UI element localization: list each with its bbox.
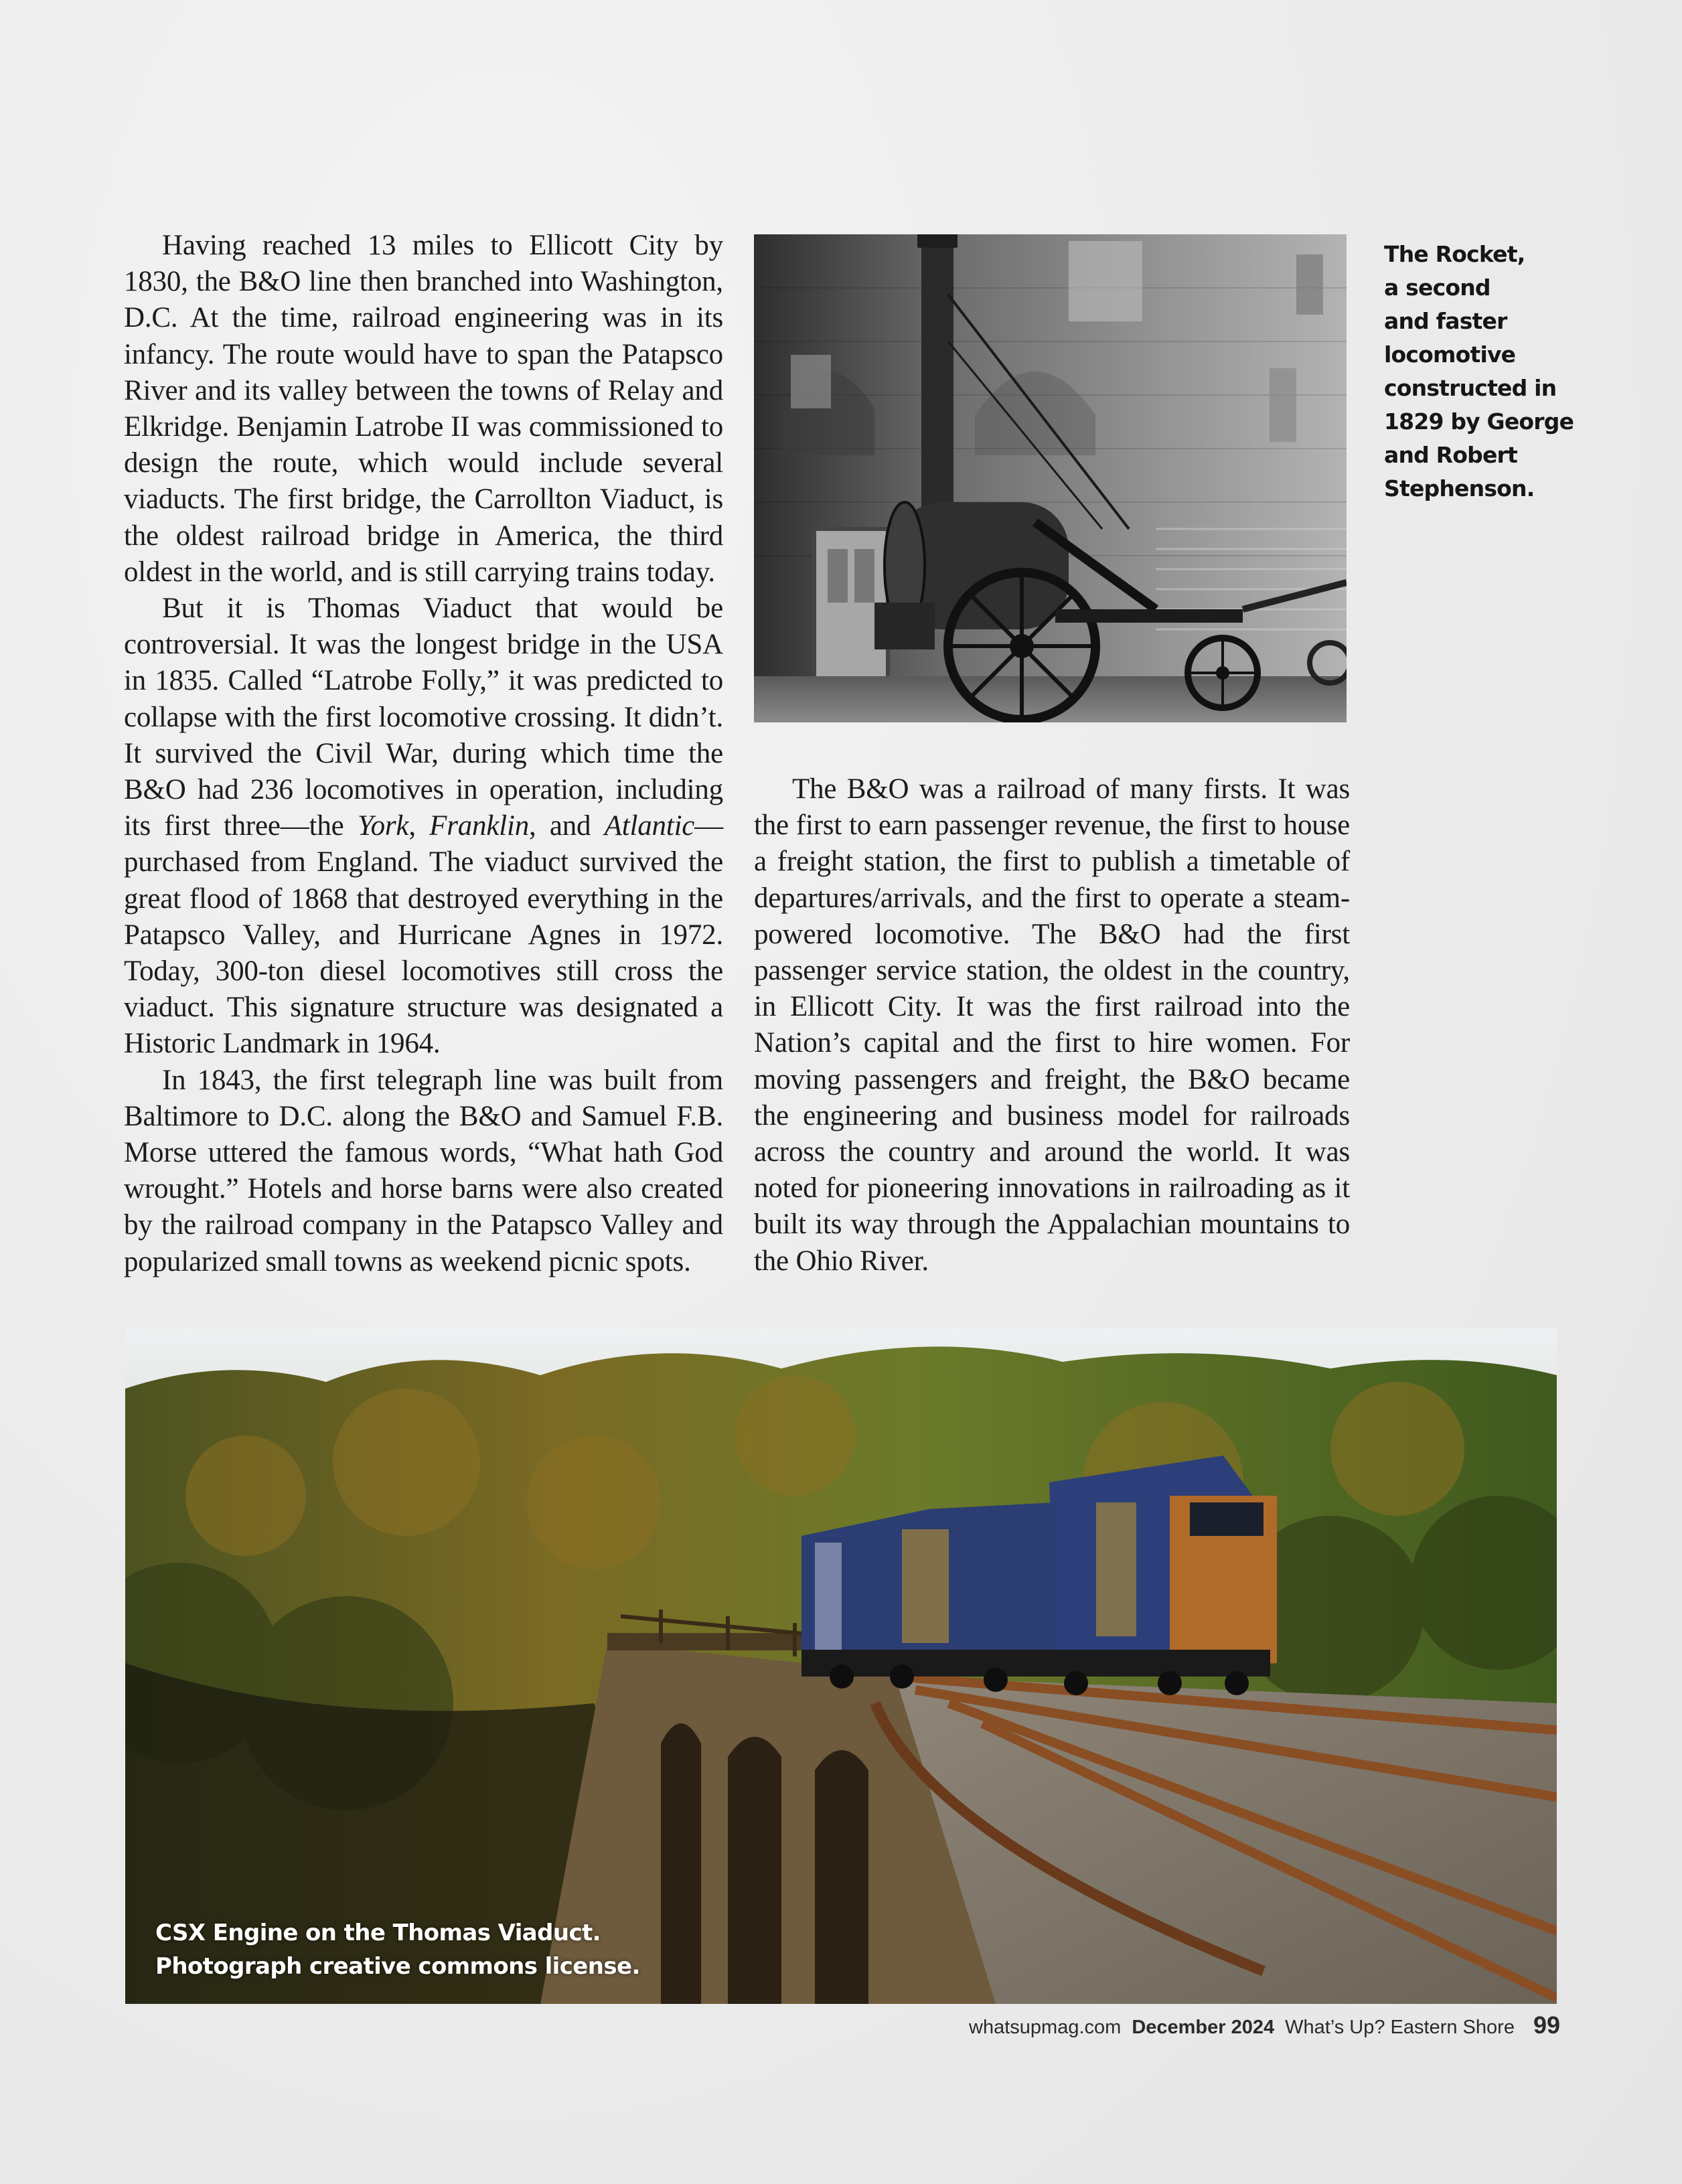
caption-line-2: Photograph creative commons license. xyxy=(155,1953,640,1980)
franklin-italic: Franklin xyxy=(429,810,530,842)
thomas-viaduct-photo xyxy=(125,1328,1557,2004)
rocket-photo-caption xyxy=(1384,238,1598,505)
page-number: 99 xyxy=(1533,2011,1560,2039)
footer-site: whatsupmag.com xyxy=(969,2017,1122,2038)
footer-publication: What’s Up? Eastern Shore xyxy=(1285,2017,1515,2038)
sep-1: , xyxy=(408,810,430,842)
caption-line-1: CSX Engine on the Thomas Viaduct. xyxy=(155,1920,601,1946)
sep-2: , and xyxy=(529,810,605,842)
caption-line: and Robert xyxy=(1384,442,1518,468)
paragraph-2-part-a: But it is Thomas Viaduct that would be controversial. It was the longest bridge in the USA in 1835. Called “Latrobe Folly,” it was predicted to collapse with the first locomotive crossing. It didn’t. It survived the Civil War, during which time the B&O had 236 locomotives in operation, including its first three—the xyxy=(124,593,723,842)
york-italic: York xyxy=(357,810,409,842)
paragraph-2-part-b: —purchased from England. The viaduct survived the great flood of 1868 that destroyed everything in the Patapsco Valley, and Hurricane Agnes in 1972. Today, 300-ton diesel locomotives still cross the viaduct. This signature structure was designated a Historic Landmark in 1964. xyxy=(124,810,724,1060)
footer-date: December 2024 xyxy=(1132,2017,1275,2038)
caption-line: locomotive xyxy=(1384,341,1516,368)
caption-line: a second xyxy=(1384,275,1490,301)
article-right-column xyxy=(754,771,1350,1279)
viaduct-photo-caption xyxy=(155,1916,640,1983)
caption-line: and faster xyxy=(1384,308,1507,334)
paragraph-1: Having reached 13 miles to Ellicott City by 1830, the B&O line then branched into Washington, D.C. At the time, railroad engineering was in its infancy. The route would have to span the Patapsco River and its valley between the towns of Relay and Elkridge. Benjamin Latrobe II was commissioned to design the route, which would include several viaducts. The first bridge, the Carrollton Viaduct, is the oldest railroad bridge in America, the third oldest in the world, and is still carrying trains today. xyxy=(124,230,723,588)
paragraph-2 xyxy=(124,591,723,1063)
caption-line: constructed in xyxy=(1384,375,1557,401)
caption-line: The Rocket, xyxy=(1384,241,1525,267)
paragraph-3: In 1843, the first telegraph line was built from Baltimore to D.C. along the B&O and Samuel F.B. Morse uttered the famous words, “What hath God wrought.” Hotels and horse barns were also created by the railroad company in the Patapsco Valley and popularized small towns as weekend picnic spots. xyxy=(124,1064,723,1277)
page-footer xyxy=(969,2011,1560,2051)
caption-line: Stephenson. xyxy=(1384,475,1535,501)
atlantic-italic: Atlantic xyxy=(604,810,695,842)
article-left-column xyxy=(124,228,723,1280)
viaduct-photo-illustration xyxy=(125,1328,1557,2004)
rocket-locomotive-photo xyxy=(754,234,1347,722)
caption-line: 1829 by George xyxy=(1384,408,1574,435)
rocket-photo-illustration xyxy=(754,234,1347,722)
paragraph-4: The B&O was a railroad of many firsts. It was the first to earn passenger revenue, the first to house a freight station, the first to publish a timetable of departures/arrivals, and the first to operate a steam-powered locomotive. The B&O had the first passenger service station, the oldest in the country, in Ellicott City. It was the first railroad into the Nation’s capital and the first to hire women. For moving passengers and freight, the B&O became the engineering and business model for railroads across the country and around the world. It was noted for pioneering innovations in railroading as it built its way through the Appalachian mountains to the Ohio River. xyxy=(754,773,1350,1277)
